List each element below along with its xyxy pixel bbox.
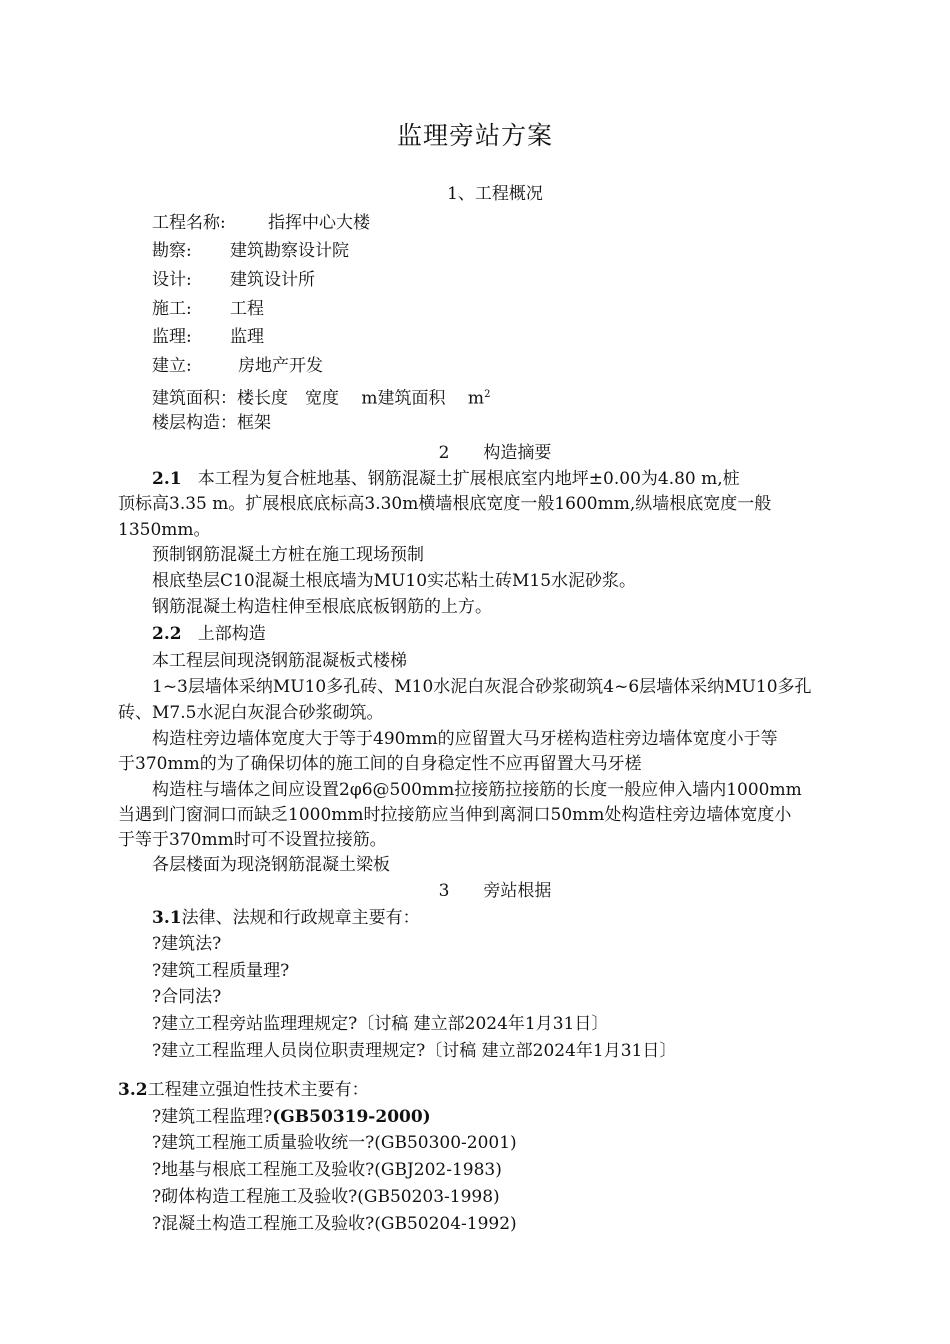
standard-code: (GB50204-1992) bbox=[374, 1214, 517, 1234]
project-name-label: 工程名称: bbox=[152, 213, 226, 233]
standard-item bbox=[152, 1105, 431, 1129]
para-3-1-title: 法律、法规和行政规章主要有： bbox=[181, 908, 420, 928]
section-2-heading: 2 构造摘要 bbox=[438, 443, 552, 463]
design-value: 建筑设计所 bbox=[230, 270, 315, 290]
para-3-1-number: 3.1 bbox=[152, 908, 182, 928]
floor-structure: 楼层构造：框架 bbox=[152, 413, 271, 433]
para-toothing-line-2: 于370mm的为了确保切体的施工间的自身稳定性不应再留置大马牙槎 bbox=[118, 754, 642, 774]
para-walls-line-1: 1~3层墙体采纳MU10多孔砖、M10水泥白灰混合砂浆砌筑4~6层墙体采纳MU10多孔 bbox=[152, 677, 812, 697]
construction-value: 工程 bbox=[230, 299, 264, 319]
standard-name: ?混凝土构造工程施工及验收? bbox=[152, 1214, 375, 1234]
para-3-2-title: 工程建立强迫性技术主要有： bbox=[147, 1080, 369, 1100]
para-2-2-title: 上部构造 bbox=[197, 624, 266, 644]
para-floor-slabs: 各层楼面为现浇钢筋混凝土梁板 bbox=[152, 855, 390, 875]
standard-item bbox=[152, 1131, 517, 1155]
law-item: ?合同法? bbox=[152, 987, 222, 1007]
area-text: 建筑面积：楼长度 宽度 m建筑面积 m bbox=[152, 388, 485, 409]
standard-code: (GBJ202-1983) bbox=[374, 1160, 502, 1180]
project-name-row bbox=[152, 211, 370, 235]
supervision-row bbox=[152, 325, 264, 349]
standard-code: (GB50319-2000) bbox=[272, 1107, 431, 1127]
standard-code: (GB50203-1998) bbox=[357, 1187, 500, 1207]
para-2-1-line-3: 1350mm。 bbox=[118, 520, 211, 540]
document-title: 监理旁站方案 bbox=[396, 121, 553, 150]
law-item: ?建筑工程质量理? bbox=[152, 961, 290, 981]
para-3-1-heading bbox=[152, 906, 420, 930]
section-1-heading: 1、工程概况 bbox=[447, 184, 543, 204]
para-tie-bars-line-2: 当遇到门窗洞口而缺乏1000mm时拉接筋应当伸到离洞口50mm处构造柱旁边墙体宽度小 bbox=[118, 805, 792, 825]
supervision-label: 监理: bbox=[152, 327, 192, 347]
para-precast-pile: 预制钢筋混凝土方桩在施工现场预制 bbox=[152, 545, 424, 565]
standard-code: (GB50300-2001) bbox=[374, 1133, 517, 1153]
law-item: ?建筑法? bbox=[152, 934, 222, 954]
construction-label: 施工: bbox=[152, 299, 192, 319]
para-tie-bars-line-3: 于等于370mm时可不设置拉接筋。 bbox=[118, 830, 387, 850]
para-2-1-number: 2.1 bbox=[152, 469, 182, 489]
standard-name: ?建筑工程监理? bbox=[152, 1107, 273, 1127]
para-3-2-number: 3.2 bbox=[118, 1080, 148, 1100]
law-item: ?建立工程旁站监理理规定?〔讨稿 建立部2024年1月31日〕 bbox=[152, 1014, 609, 1034]
para-foundation-cushion: 根底垫层C10混凝土根底墙为MU10实芯粘土砖M15水泥砂浆。 bbox=[152, 571, 637, 591]
standard-name: ?建筑工程施工质量验收统一? bbox=[152, 1133, 375, 1153]
owner-value: 房地产开发 bbox=[238, 356, 323, 376]
area-superscript: 2 bbox=[484, 389, 491, 400]
para-3-2-heading bbox=[118, 1078, 369, 1102]
law-item: ?建立工程监理人员岗位职责理规定?〔讨稿 建立部2024年1月31日〕 bbox=[152, 1041, 677, 1061]
owner-row bbox=[152, 354, 323, 378]
para-2-1-text-1: 本工程为复合桩地基、钢筋混凝土扩展根底室内地坪±0.00为4.80 m,桩 bbox=[197, 469, 740, 489]
standard-item bbox=[152, 1185, 500, 1209]
para-structural-column: 钢筋混凝土构造柱伸至根底底板钢筋的上方。 bbox=[152, 597, 492, 617]
design-row bbox=[152, 268, 315, 292]
design-label: 设计: bbox=[152, 270, 192, 290]
para-tie-bars-line-1: 构造柱与墙体之间应设置2φ6@500mm拉接筋拉接筋的长度一般应伸入墙内1000mm bbox=[152, 780, 802, 800]
para-walls-line-2: 砖、M7.5水泥白灰混合砂浆砌筑。 bbox=[118, 703, 384, 723]
para-stairs: 本工程层间现浇钢筋混凝板式楼梯 bbox=[152, 651, 407, 671]
survey-row bbox=[152, 239, 349, 263]
standard-item bbox=[152, 1158, 502, 1182]
standard-item bbox=[152, 1212, 517, 1236]
construction-row bbox=[152, 297, 264, 321]
standard-name: ?砌体构造工程施工及验收? bbox=[152, 1187, 358, 1207]
survey-label: 勘察: bbox=[152, 241, 192, 261]
para-2-2-number: 2.2 bbox=[152, 624, 182, 644]
survey-value: 建筑勘察设计院 bbox=[230, 241, 349, 261]
standard-name: ?地基与根底工程施工及验收? bbox=[152, 1160, 375, 1180]
owner-label: 建立: bbox=[152, 356, 192, 376]
para-2-1-line-2: 顶标高3.35 m。扩展根底底标高3.30m横墙根底宽度一般1600mm,纵墙根底宽度一般 bbox=[118, 494, 772, 514]
section-3-heading: 3 旁站根据 bbox=[438, 881, 552, 901]
supervision-value: 监理 bbox=[230, 327, 264, 347]
project-name-value: 指挥中心大楼 bbox=[268, 213, 370, 233]
area-row bbox=[152, 383, 490, 411]
para-2-1-line-1 bbox=[152, 467, 740, 491]
para-2-2-heading bbox=[152, 622, 266, 646]
para-toothing-line-1: 构造柱旁边墙体宽度大于等于490mm的应留置大马牙槎构造柱旁边墙体宽度小于等 bbox=[152, 729, 778, 749]
